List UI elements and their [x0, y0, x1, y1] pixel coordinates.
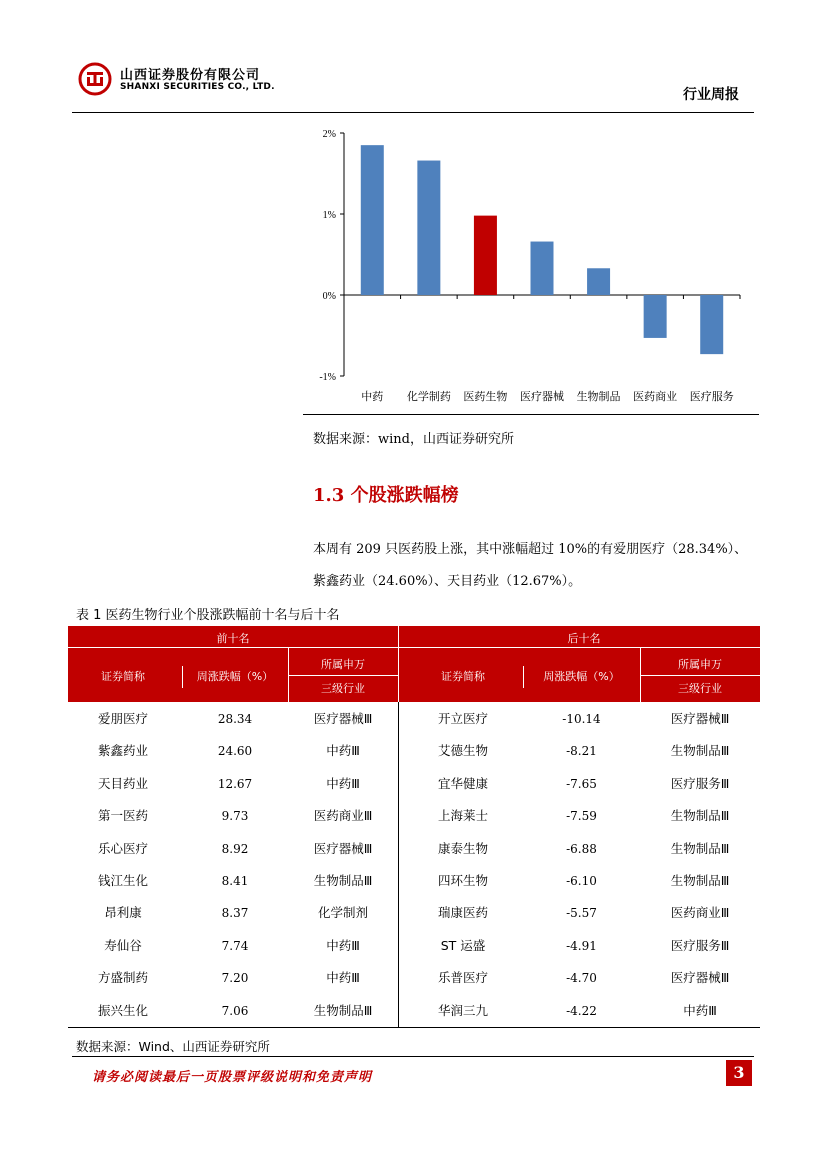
industry-top: 生物制品Ⅲ — [313, 873, 373, 888]
report-type-label: 行业周报 — [683, 87, 739, 103]
weekly-change-bottom: -4.70 — [566, 971, 597, 986]
body-paragraph-line-2: 紫鑫药业（24.60%）、天目药业（12.67%）。 — [313, 574, 582, 589]
table-header — [68, 626, 760, 702]
weekly-change-top: 7.20 — [221, 971, 249, 986]
stock-name-bottom: 上海莱士 — [437, 808, 488, 824]
industry-bottom: 生物制品Ⅲ — [670, 808, 730, 824]
table-row — [68, 800, 760, 832]
y-tick-label: -1% — [319, 372, 336, 383]
page-number: 3 — [726, 1060, 752, 1086]
column-header-name: 证券简称 — [441, 670, 485, 683]
industry-top: 化学制剂 — [317, 905, 368, 921]
industry-top: 中药Ⅲ — [326, 775, 360, 791]
header-divider-line — [68, 647, 760, 648]
column-header-industry-line-2: 三级行业 — [321, 682, 365, 695]
industry-top: 医疗器械Ⅲ — [313, 711, 373, 726]
stock-name-top: 第一医药 — [97, 808, 148, 824]
industry-bottom: 生物制品Ⅲ — [670, 873, 730, 888]
table-row — [68, 768, 760, 800]
company-logo-icon — [78, 62, 112, 96]
body-paragraph-line-1: 本周有 209 只医药股上涨，其中涨幅超过 10%的有爱朋医疗（28.34%）、 — [313, 542, 748, 557]
group-header-bottom: 后十名 — [567, 632, 601, 645]
table-caption: 表 1 医药生物行业个股涨跌幅前十名与后十名 — [76, 608, 340, 623]
table-column-divider — [398, 702, 399, 1027]
industry-bottom: 生物制品Ⅲ — [670, 743, 730, 759]
x-tick-label: 生物制品 — [576, 390, 621, 403]
weekly-change-bottom: -7.59 — [566, 809, 597, 824]
column-header-industry-line-1: 所属申万 — [321, 658, 365, 671]
stock-name-bottom: 瑞康医药 — [437, 905, 488, 921]
stock-name-top: 振兴生化 — [97, 1002, 148, 1018]
bar-3 — [474, 216, 497, 295]
company-name-cn: 山西证券股份有限公司 — [120, 68, 261, 83]
bar-2 — [417, 161, 440, 295]
stock-name-top: 爱朋医疗 — [97, 711, 148, 726]
weekly-change-top: 7.06 — [221, 1003, 249, 1018]
header-inner-divider — [640, 675, 760, 676]
stock-name-top: 天目药业 — [97, 775, 148, 791]
y-tick-label: 0% — [322, 291, 336, 302]
industry-top: 医药商业Ⅲ — [313, 808, 373, 824]
stock-name-bottom: ST 运盛 — [440, 937, 486, 953]
weekly-change-bottom: -7.65 — [566, 776, 597, 791]
table-row — [68, 703, 760, 735]
industry-top: 医疗器械Ⅲ — [313, 840, 373, 856]
y-tick-label: 1% — [322, 210, 336, 221]
weekly-change-top: 8.37 — [221, 906, 249, 921]
industry-top: 中药Ⅲ — [326, 937, 360, 953]
x-tick-label: 医疗器械 — [520, 390, 564, 403]
bar-1 — [361, 145, 384, 295]
stock-name-top: 昂利康 — [104, 905, 142, 921]
stock-name-bottom: 四环生物 — [437, 873, 488, 888]
industry-bottom: 中药Ⅲ — [683, 1002, 717, 1018]
x-tick-label: 医药商业 — [633, 390, 678, 403]
weekly-change-top: 8.41 — [221, 874, 249, 888]
weekly-change-top: 24.60 — [217, 744, 253, 759]
weekly-change-bottom: -4.22 — [566, 1003, 597, 1018]
table-row — [68, 865, 760, 897]
weekly-change-bottom: -6.88 — [566, 841, 597, 856]
stock-name-top: 寿仙谷 — [104, 937, 142, 953]
sector-change-bar-chart — [300, 120, 760, 410]
industry-bottom: 医疗服务Ⅲ — [670, 937, 730, 953]
bar-6 — [644, 295, 667, 338]
weekly-change-top: 9.73 — [221, 809, 249, 824]
footer-divider — [72, 1056, 754, 1057]
y-tick-label: 2% — [322, 129, 336, 140]
x-tick-label: 中药 — [361, 390, 384, 403]
industry-bottom: 医疗器械Ⅲ — [670, 970, 730, 986]
table-bottom-divider — [68, 1027, 760, 1028]
weekly-change-bottom: -4.91 — [566, 938, 597, 953]
column-header-name: 证券简称 — [101, 670, 145, 683]
stock-name-top: 乐心医疗 — [97, 840, 148, 856]
industry-top: 生物制品Ⅲ — [313, 1002, 373, 1018]
table-row — [68, 962, 760, 994]
weekly-change-bottom: -10.14 — [562, 712, 601, 726]
column-header-industry-line-1: 所属申万 — [678, 658, 722, 671]
header-column-divider — [398, 626, 399, 702]
stock-name-bottom: 宜华健康 — [437, 775, 488, 791]
header-inner-divider — [288, 675, 398, 676]
stock-name-bottom: 开立医疗 — [437, 711, 488, 726]
stock-name-top: 方盛制药 — [97, 970, 148, 986]
weekly-change-top: 12.67 — [217, 776, 253, 791]
chart-divider — [303, 414, 759, 415]
industry-bottom: 医疗服务Ⅲ — [670, 775, 730, 791]
bar-4 — [531, 242, 554, 295]
group-header-top: 前十名 — [216, 632, 250, 645]
stock-name-bottom: 乐普医疗 — [437, 970, 488, 986]
stock-name-bottom: 艾德生物 — [437, 743, 488, 759]
disclaimer-text: 请务必阅读最后一页股票评级说明和免责声明 — [92, 1070, 373, 1085]
chart-source-note: 数据来源：wind，山西证券研究所 — [313, 432, 514, 447]
x-tick-label: 化学制药 — [406, 390, 451, 403]
x-tick-label: 医药生物 — [463, 390, 508, 403]
stock-name-bottom: 康泰生物 — [437, 840, 488, 856]
column-header-industry-line-2: 三级行业 — [678, 682, 722, 695]
weekly-change-bottom: -8.21 — [566, 744, 597, 759]
stock-name-top: 钱江生化 — [97, 873, 148, 888]
industry-bottom: 医疗器械Ⅲ — [670, 711, 730, 726]
x-tick-label: 医疗服务 — [689, 390, 734, 403]
weekly-change-top: 7.74 — [221, 938, 249, 953]
table-source-note: 数据来源：Wind、山西证券研究所 — [76, 1039, 270, 1054]
company-name-en: SHANXI SECURITIES CO., LTD. — [120, 82, 275, 92]
weekly-change-bottom: -5.57 — [566, 906, 597, 921]
header-divider — [72, 112, 754, 113]
stock-name-bottom: 华润三九 — [437, 1002, 488, 1018]
weekly-change-top: 28.34 — [217, 712, 253, 726]
table-row — [68, 833, 760, 865]
column-header-change: 周涨跌幅（%） — [543, 670, 620, 683]
weekly-change-top: 8.92 — [221, 841, 249, 856]
industry-bottom: 生物制品Ⅲ — [670, 840, 730, 856]
column-header-change: 周涨跌幅（%） — [196, 670, 274, 683]
industry-top: 中药Ⅲ — [326, 970, 360, 986]
table-row — [68, 897, 760, 929]
industry-bottom: 医药商业Ⅲ — [670, 905, 730, 921]
bar-7 — [700, 295, 723, 354]
bar-5 — [587, 268, 610, 295]
table-row — [68, 930, 760, 962]
table-row — [68, 995, 760, 1027]
section-title: 1.3 个股涨跌幅榜 — [313, 485, 459, 506]
weekly-change-bottom: -6.10 — [566, 874, 597, 888]
stock-name-top: 紫鑫药业 — [97, 743, 148, 759]
industry-top: 中药Ⅲ — [326, 743, 360, 759]
table-row — [68, 735, 760, 767]
